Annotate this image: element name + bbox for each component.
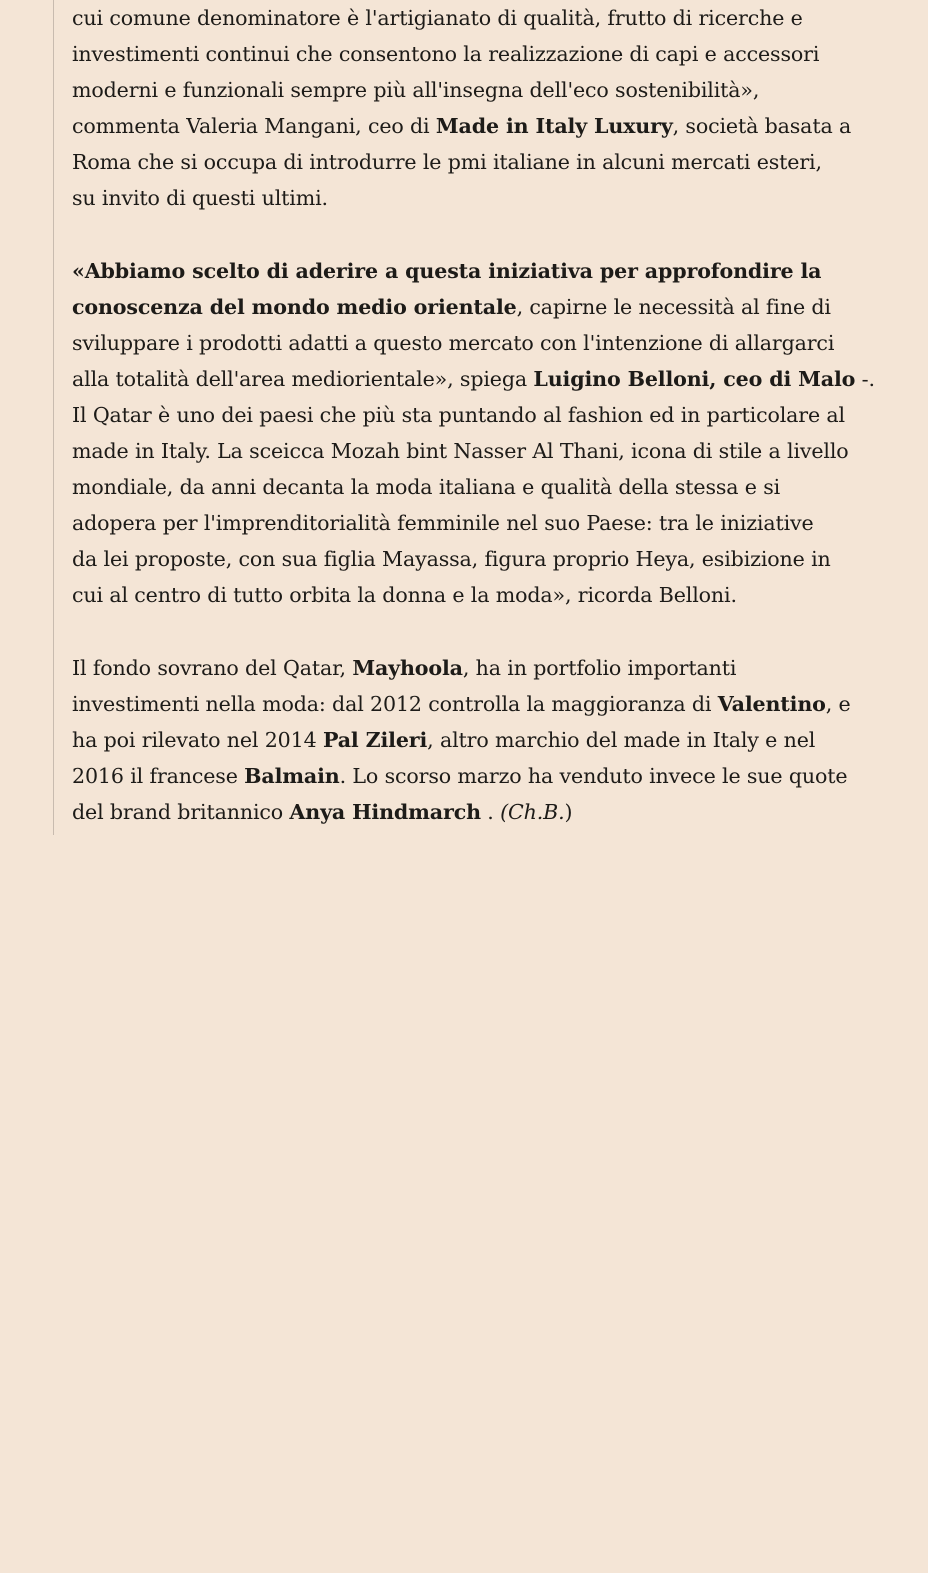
paragraph-line bbox=[72, 541, 833, 577]
text-run: -. bbox=[855, 367, 875, 391]
text-run: adopera per l'imprenditorialità femminile nel suo Paese: tra le iniziative bbox=[72, 511, 814, 535]
text-run: sviluppare i prodotti adatti a questo mercato con l'intenzione di allargarci bbox=[72, 331, 835, 355]
paragraph-line bbox=[72, 505, 833, 541]
paragraph-line bbox=[72, 469, 833, 505]
text-run: Il fondo sovrano del Qatar, bbox=[72, 656, 353, 680]
article-paragraph bbox=[72, 650, 851, 830]
bold-text: Mayhoola bbox=[352, 656, 463, 680]
text-run: ) bbox=[564, 800, 573, 824]
italic-text: (Ch.B. bbox=[500, 800, 565, 824]
paragraph-line bbox=[72, 144, 833, 180]
bold-text: Luigino Belloni, ceo di Malo bbox=[533, 367, 856, 391]
text-run: moderni e funzionali sempre più all'insegna dell'eco sostenibilità», bbox=[72, 78, 760, 102]
text-run: , e bbox=[825, 692, 851, 716]
text-run: . Lo scorso marzo ha venduto invece le sue quote bbox=[339, 764, 848, 788]
paragraph-line bbox=[72, 36, 833, 72]
paragraph-line bbox=[72, 397, 845, 433]
text-run: da lei proposte, con sua figlia Mayassa, figura proprio Heya, esibizione in bbox=[72, 547, 831, 571]
paragraph-line bbox=[72, 108, 852, 144]
text-run: made in Italy. La sceicca Mozah bint Nasser Al Thani, icona di stile a livello bbox=[72, 439, 849, 463]
paragraph-line bbox=[72, 650, 833, 686]
text-run: 2016 il francese bbox=[72, 764, 245, 788]
bold-text: Balmain bbox=[244, 764, 340, 788]
paragraph-line bbox=[72, 722, 833, 758]
text-run: del brand britannico bbox=[72, 800, 290, 824]
paragraph-line bbox=[72, 325, 833, 361]
text-run: alla totalità dell'area mediorientale», spiega bbox=[72, 367, 534, 391]
paragraph-line bbox=[72, 289, 833, 325]
paragraph-line bbox=[72, 180, 833, 216]
text-run: , società basata a bbox=[672, 114, 852, 138]
text-run: commenta Valeria Mangani, ceo di bbox=[72, 114, 436, 138]
paragraph-line bbox=[72, 577, 833, 613]
bold-text: Anya Hindmarch bbox=[289, 800, 481, 824]
text-run: cui comune denominatore è l'artigianato di qualità, frutto di ricerche e bbox=[72, 6, 803, 30]
bold-text: «Abbiamo scelto di aderire a questa iniziativa per approfondire la bbox=[72, 259, 822, 283]
text-run: , capirne le necessità al fine di bbox=[516, 295, 831, 319]
text-run: . bbox=[480, 800, 501, 824]
article-paragraph bbox=[72, 0, 852, 216]
bold-text: conoscenza del mondo medio orientale bbox=[72, 295, 517, 319]
text-run: cui al centro di tutto orbita la donna e la moda», ricorda Belloni. bbox=[72, 583, 737, 607]
paragraph-line bbox=[72, 361, 875, 397]
article-paragraph bbox=[72, 253, 875, 613]
paragraph-line bbox=[72, 686, 851, 722]
paragraph-line bbox=[72, 253, 833, 289]
text-run: , altro marchio del made in Italy e nel bbox=[427, 728, 816, 752]
paragraph-line bbox=[72, 433, 849, 469]
paragraph-line bbox=[72, 758, 848, 794]
paragraph-line bbox=[72, 72, 833, 108]
text-run: investimenti continui che consentono la realizzazione di capi e accessori bbox=[72, 42, 820, 66]
bold-text: Valentino bbox=[717, 692, 826, 716]
bold-text: Pal Zileri bbox=[322, 728, 428, 752]
text-run: mondiale, da anni decanta la moda italiana e qualità della stessa e si bbox=[72, 475, 781, 499]
paragraph-line bbox=[72, 794, 833, 830]
bold-text: Made in Italy Luxury bbox=[435, 114, 673, 138]
text-run: Il Qatar è uno dei paesi che più sta puntando al fashion ed in particolare al bbox=[72, 403, 845, 427]
text-run: su invito di questi ultimi. bbox=[72, 186, 328, 210]
text-run: ha poi rilevato nel 2014 bbox=[72, 728, 323, 752]
text-run: Roma che si occupa di introdurre le pmi italiane in alcuni mercati esteri, bbox=[72, 150, 822, 174]
text-run: , ha in portfolio importanti bbox=[462, 656, 737, 680]
article-body bbox=[53, 0, 875, 835]
text-run: investimenti nella moda: dal 2012 controlla la maggioranza di bbox=[72, 692, 718, 716]
paragraph-line bbox=[72, 0, 833, 36]
